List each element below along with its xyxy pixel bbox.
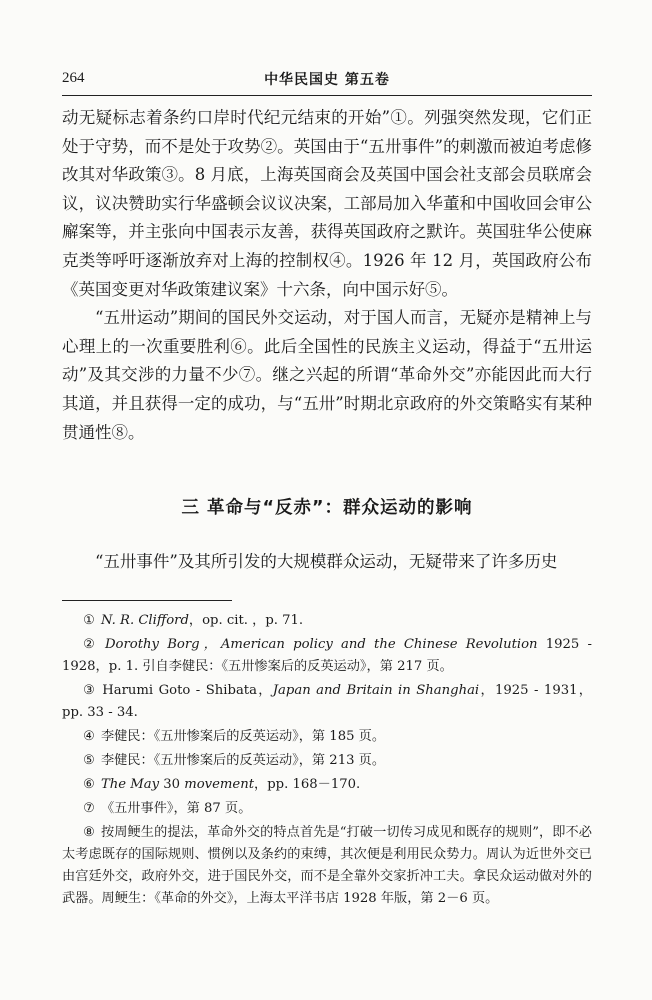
page-number: 264 <box>62 70 85 86</box>
footnote-8 <box>62 822 592 910</box>
footnote-text: 按周鲠生的提法，革命外交的特点首先是“打破一切传习成见和既存的规则”，即不必太考虑既存的国际规则、惯例以及条约的束缚，其次便是利用民众势力。周认为近世外交已由宫廷外交，政府外交，进于国民外交，而不是全靠外交家折冲工夫。拿民众运动做对外的武器。周鲠生：《革命的外交》，上海太平洋书店 1928 年版，第 2－6 页。 <box>62 825 592 906</box>
footnote-text: 1925 - 1928，p. 1. 引自李健民：《五卅惨案后的反英运动》，第 217 页。 <box>62 637 592 674</box>
footnote-mark: ⑥ <box>83 777 95 792</box>
footnote-text: 李健民：《五卅惨案后的反英运动》，第 213 页。 <box>100 753 386 768</box>
footnote-title: The May <box>100 777 160 792</box>
footnote-author: N. R. Clifford <box>100 613 189 628</box>
footnote-mark: ⑤ <box>83 753 95 768</box>
footnote-1 <box>62 610 592 632</box>
footnote-2 <box>62 634 592 678</box>
footnote-author: Harumi Goto - Shibata， <box>102 683 273 698</box>
body-text <box>62 104 592 447</box>
footnote-title: Japan and Britain in Shanghai <box>272 683 480 698</box>
footnote-text: 《五卅事件》，第 87 页。 <box>100 801 252 816</box>
footnote-title: Dorothy Borg，American policy and the Chinese Revolution <box>104 637 538 652</box>
footnote-title-number: 30 <box>159 777 185 792</box>
footnote-mark: ⑧ <box>83 825 96 840</box>
header-rule <box>62 95 592 96</box>
footnote-mark: ③ <box>83 683 97 698</box>
footnote-title-end: movement <box>184 777 255 792</box>
footnote-mark: ⑦ <box>83 801 95 816</box>
footnote-mark: ① <box>83 613 95 628</box>
paragraph-2: “五卅运动”期间的国民外交运动，对于国人而言，无疑亦是精神上与心理上的一次重要胜利⑥。此后全国性的民族主义运动，得益于“五卅运动”及其交涉的力量不少⑦。继之兴起的所谓“革命外交”亦能因此而大行其道，并且获得一定的成功，与“五卅”时期北京政府的外交策略实有某种贯通性⑧。 <box>62 308 592 442</box>
footnote-mark: ④ <box>83 729 95 744</box>
paragraph-1: 动无疑标志着条约口岸时代纪元结束的开始”①。列强突然发现，它们正处于守势，而不是处于攻势②。英国由于“五卅事件”的刺激而被迫考虑修改其对华政策③。8 月底，上海英国商会及英国中国会社支部会员联席会议，议决赞助实行华盛顿会议议决案，工部局加入华董和中国收回会审公廨案等，并主张向中国表示友善，获得英国政府之默许。英国驻华公使麻克类等呼吁逐渐放弃对上海的控制权④。1926 年 12 月，英国政府公布《英国变更对华政策建议案》十六条，向中国示好⑤。 <box>62 108 592 299</box>
paragraph-3: “五卅事件”及其所引发的大规模群众运动，无疑带来了许多历史 <box>95 552 558 571</box>
footnote-4 <box>62 726 592 748</box>
footnote-6 <box>62 774 592 796</box>
footnote-5 <box>62 750 592 772</box>
footnote-text: ，pp. 168－170. <box>254 777 361 792</box>
page-header <box>62 66 592 92</box>
footnote-mark: ② <box>83 637 99 652</box>
section-heading: 三 革命与“反赤”：群众运动的影响 <box>181 498 473 518</box>
footnote-3 <box>62 680 592 724</box>
footnote-text: 李健民：《五卅惨案后的反英运动》，第 185 页。 <box>100 729 386 744</box>
footnote-text: ，op. cit. ，p. 71. <box>188 613 304 628</box>
footnote-text: ，1925 - 1931，pp. 33 - 34. <box>62 683 592 720</box>
footnote-7 <box>62 798 592 820</box>
footnotes <box>62 610 592 912</box>
running-title: 中华民国史 第五卷 <box>264 72 390 88</box>
footnote-rule <box>62 600 232 601</box>
